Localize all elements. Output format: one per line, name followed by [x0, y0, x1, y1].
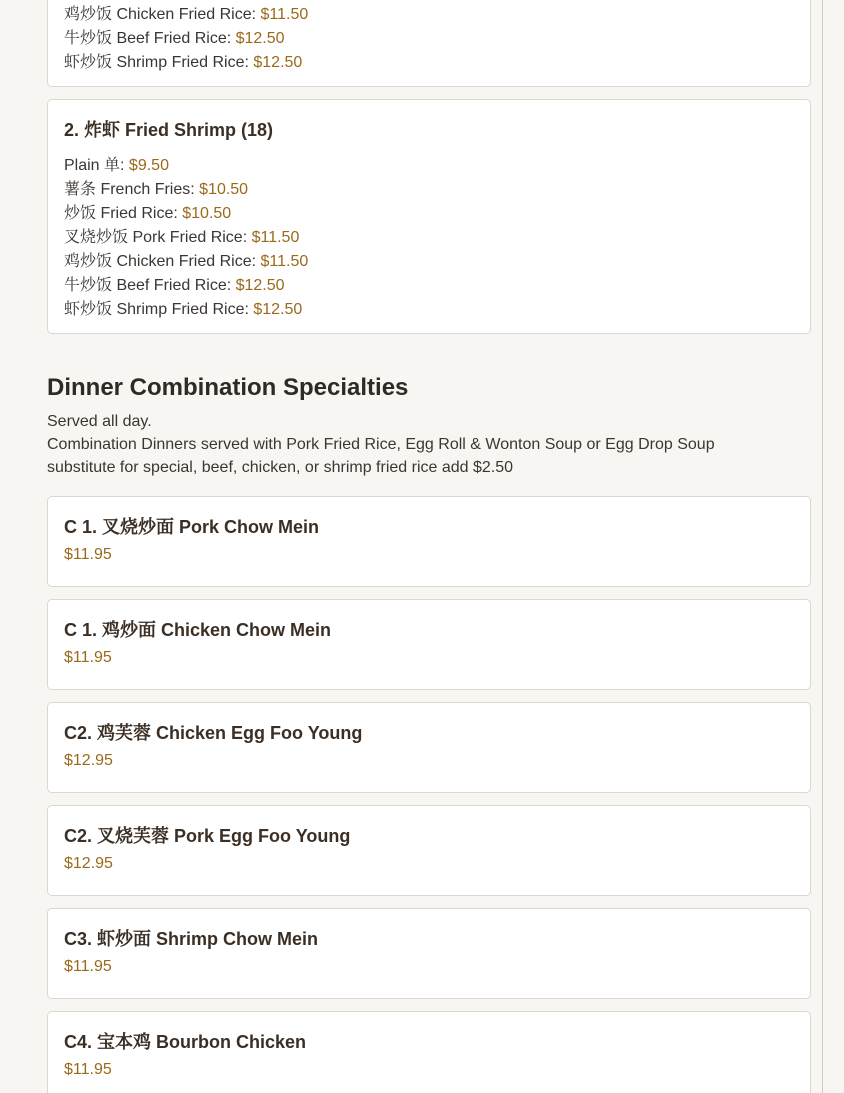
combo-price: $12.95 [64, 855, 113, 872]
price-value: $12.50 [235, 30, 285, 47]
combo-title: C 1. 叉烧炒面 Pork Chow Mein [64, 517, 320, 537]
price-line-label: 炒饭 Fried Rice: [64, 205, 183, 222]
section-note: Combination Dinners served with Pork Fried Rice, Egg Roll & Wonton Soup or Egg Drop Soup [47, 436, 715, 453]
price-line-label: 虾炒饭 Shrimp Fried Rice: [64, 54, 254, 71]
price-value: $12.50 [253, 301, 303, 318]
combo-price: $11.95 [64, 958, 112, 975]
combo-price: $12.95 [64, 752, 113, 769]
section-note: substitute for special, beef, chicken, or shrimp fried rice add $2.50 [47, 459, 514, 476]
price-line-label: 叉烧炒饭 Pork Fried Rice: [64, 229, 252, 246]
combo-title: C2. 叉烧芙蓉 Pork Egg Foo Young [64, 826, 351, 846]
price-value: $12.50 [235, 277, 285, 294]
price-value: $12.50 [253, 54, 303, 71]
price-line [64, 25, 285, 48]
price-value: $10.50 [182, 205, 232, 222]
combo-title: C4. 宝本鸡 Bourbon Chicken [64, 1032, 307, 1052]
combo-card [47, 702, 811, 793]
price-value: $11.50 [251, 229, 300, 246]
price-line [64, 152, 169, 175]
combo-title: C3. 虾炒面 Shrimp Chow Mein [64, 929, 319, 949]
combo-price: $11.95 [64, 546, 112, 563]
price-line-label: 鸡炒饭 Chicken Fried Rice: [64, 6, 261, 23]
price-line-label: 薯条 French Fries: [64, 181, 200, 198]
price-line-label: 牛炒饭 Beef Fried Rice: [64, 277, 236, 294]
price-value: $10.50 [199, 181, 249, 198]
price-line [64, 296, 302, 319]
combo-card [47, 1011, 811, 1093]
price-value: $9.50 [128, 157, 169, 174]
combo-card [47, 805, 811, 896]
price-value: $11.50 [260, 6, 309, 23]
menu-item-card [47, 0, 811, 87]
price-line [64, 200, 231, 223]
combo-price: $11.95 [64, 649, 112, 666]
price-line [64, 49, 302, 72]
price-value: $11.50 [260, 253, 309, 270]
price-line-label: 鸡炒饭 Chicken Fried Rice: [64, 253, 261, 270]
price-line [64, 248, 308, 271]
combo-card [47, 599, 811, 690]
combo-title: C2. 鸡芙蓉 Chicken Egg Foo Young [64, 723, 363, 743]
section-note: Served all day. [47, 413, 152, 430]
price-line [64, 272, 285, 295]
price-line-label: Plain 单: [64, 157, 129, 174]
menu-item-card [47, 99, 811, 334]
combo-price: $11.95 [64, 1061, 112, 1078]
section-title: Dinner Combination Specialties [47, 374, 409, 401]
price-line [64, 1, 308, 24]
combo-card [47, 908, 811, 999]
combo-card [47, 496, 811, 587]
price-line-label: 牛炒饭 Beef Fried Rice: [64, 30, 236, 47]
combo-title: C 1. 鸡炒面 Chicken Chow Mein [64, 620, 332, 640]
price-line [64, 176, 248, 199]
menu-item-title: 2. 炸虾 Fried Shrimp (18) [64, 120, 274, 140]
price-line-label: 虾炒饭 Shrimp Fried Rice: [64, 301, 254, 318]
price-line [64, 224, 299, 247]
